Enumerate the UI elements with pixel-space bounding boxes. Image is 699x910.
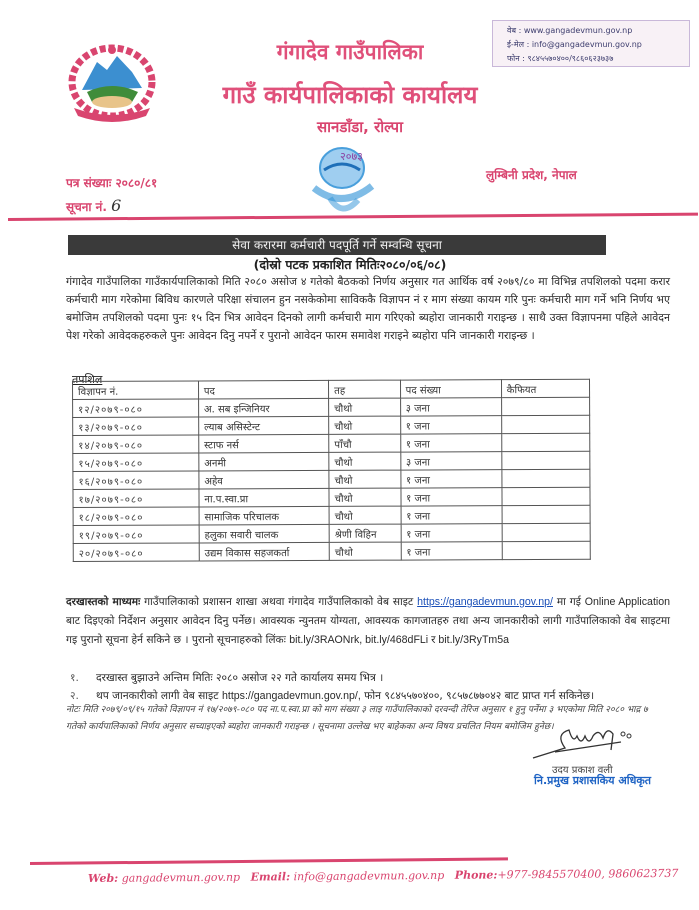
- level-cell: श्रेणी विहिन: [329, 524, 401, 542]
- notice-value: 6: [111, 196, 122, 215]
- level-cell: चौथो: [329, 398, 401, 416]
- publication-date: (दोस्रो पटक प्रकाशित मितिः२०८०/०६/०८): [253, 257, 447, 272]
- ref-label: पत्र संख्याः: [66, 176, 112, 190]
- level-cell: पाँचौ: [329, 434, 401, 452]
- col-remarks: कैफियत: [501, 379, 589, 397]
- table-header-row: [73, 379, 590, 399]
- phone-number: ९८४५५७०४००/९८६०६२३७३७: [527, 54, 614, 63]
- table-caption: तपशिल: [72, 373, 103, 386]
- contact-phone-row: फोन : ९८४५५७०४००/९८६०६२३७३७: [507, 54, 614, 63]
- position-cell: अनमी: [199, 452, 329, 471]
- contact-box: [492, 20, 690, 67]
- count-cell: १ जना: [401, 506, 502, 524]
- office-location: सानडाँडा, रोल्पा: [317, 118, 403, 136]
- office-name: गाउँ कार्यपालिकाको कार्यालय: [222, 81, 478, 109]
- deadline-text: दरखास्त बुझाउने अन्तिम मितिः २०८० असोज २२ गते कार्यालय समय भित्र ।: [96, 672, 384, 684]
- table-row: [73, 415, 590, 435]
- table-row: [73, 469, 590, 489]
- col-ad-no: विज्ञापन नं.: [73, 381, 199, 400]
- remarks-cell: [502, 541, 590, 559]
- count-cell: १ जना: [401, 488, 502, 506]
- list-item: [70, 669, 670, 687]
- footer-divider: [30, 857, 508, 865]
- note: नोटः मिति २०७९/०९/१५ गतेको विज्ञापन नं १७/२०७९-०८० पद ना.प.स्वा.प्रा को माग संख्या ३ लाइ गाउँपालिकाको दरवन्दी तेरिज अनुसार १ हुनु पर्नेमा ३ भएकोमा मिति २०८० भाद्र ७ गतेको कार्यपालिकाको निर्णय अनुसार सच्याइएको ब्यहोरा जानकारी गराइन्छ । सूचनामा उल्लेख भए बाहेकका अन्य विषय प्रचलित नियम बमोजिम हुनेछ।: [66, 705, 648, 732]
- more-info-text: थप जानकारीको लागी वेब साइट: [96, 690, 219, 702]
- website-link[interactable]: https://gangadevmun.gov.np/: [417, 596, 553, 608]
- ref-value: २०८०/८१: [115, 176, 158, 190]
- level-cell: चौथो: [329, 542, 401, 560]
- count-cell: ३ जना: [400, 398, 501, 416]
- ad-number-cell: १६/२०७९-०८०: [73, 471, 199, 490]
- signer-name: उदय प्रकाश वली: [552, 765, 613, 776]
- email-link[interactable]: info@gangadevmun.gov.np: [531, 40, 642, 49]
- position-cell: अ. सब इन्जिनियर: [198, 398, 328, 417]
- application-info: [66, 593, 670, 650]
- count-cell: ३ जना: [400, 452, 501, 470]
- ad-number-cell: १९/२०७९-०८०: [73, 525, 199, 544]
- footer-email-label: Email:: [250, 870, 291, 884]
- remarks-cell: [502, 523, 590, 541]
- remarks-cell: [501, 397, 589, 415]
- count-cell: १ जना: [400, 434, 501, 452]
- footer-web-label: Web:: [87, 871, 119, 885]
- remarks-cell: [502, 451, 590, 469]
- web-link[interactable]: www.gangadevmun.gov.np: [523, 26, 633, 35]
- nepal-emblem-logo: [62, 40, 162, 122]
- remarks-cell: [501, 415, 589, 433]
- position-cell: अहेव: [199, 470, 329, 489]
- more-info-link[interactable]: https://gangadevmun.gov.np/,: [221, 690, 361, 702]
- count-cell: १ जना: [401, 524, 502, 542]
- ad-number-cell: १४/२०७९-०८०: [73, 435, 199, 454]
- remarks-cell: [502, 469, 590, 487]
- ad-number-cell: २०/२०७९-०८०: [73, 543, 199, 562]
- application-text-2: मा गई: [556, 596, 581, 608]
- phone-label: फोन: [507, 54, 520, 63]
- table-row: [73, 433, 590, 453]
- level-cell: चौथो: [329, 416, 401, 434]
- count-cell: १ जना: [400, 470, 501, 488]
- footer-contacts: [87, 866, 679, 885]
- email-label: ई-मेल: [507, 40, 525, 49]
- footer-web[interactable]: gangadevmun.gov.np: [121, 870, 241, 885]
- position-cell: ना.प.स्वा.प्रा: [199, 488, 329, 507]
- table-row: [73, 505, 590, 525]
- level-cell: चौथो: [329, 506, 401, 524]
- footer-email[interactable]: info@gangadevmun.gov.np: [293, 868, 445, 884]
- org-name: गंगादेव गाउँपालिका: [276, 40, 424, 64]
- position-cell: सामाजिक परिचालक: [199, 506, 329, 525]
- remarks-cell: [502, 505, 590, 523]
- position-cell: स्टाफ नर्स: [199, 434, 329, 453]
- province: लुम्बिनी प्रदेश, नेपाल: [486, 168, 577, 182]
- web-label: वेब: [507, 26, 517, 35]
- col-count: पद संख्या: [400, 380, 501, 398]
- application-text-3: बाट दिइएको निर्देशन अनुसार आवेदन दिनु पर्नेछ। आवस्यक न्युनतम योग्यता, आवस्यक कागजातहरु तथा अन्य जानकारीको लागी गाउँपालिकाको वेब साइटमा गइ पुरानो सूचना हेर्न सकिने छ । पुरानो सूचनाहरुको लिंकः: [66, 615, 670, 646]
- ad-number-cell: १३/२०७९-०८०: [73, 417, 199, 436]
- remarks-cell: [501, 433, 589, 451]
- notice-number: [66, 196, 121, 215]
- count-cell: १ जना: [400, 416, 501, 434]
- list-marker: १.: [70, 672, 79, 684]
- remarks-cell: [502, 487, 590, 505]
- ad-number-cell: १५/२०७९-०८०: [73, 453, 199, 472]
- notice-banner: सेवा करारमा कर्मचारी पदपूर्ति गर्ने सम्वन्धि सूचना: [68, 235, 606, 255]
- signer-title: नि.प्रमुख प्रशासकिय अधिकृत: [534, 774, 652, 787]
- footer-phone: +977-9845570400, 9860623737: [497, 866, 679, 882]
- contact-web-row: वेब : www.gangadevmun.gov.np: [507, 26, 633, 35]
- level-cell: चौथो: [329, 470, 401, 488]
- table-row: [73, 541, 590, 561]
- application-text-1: गाउँपालिकाको प्रशासन शाखा अथवा गंगादेव गाउँपालिकाको वेब साइट: [144, 596, 414, 608]
- reference-number: [66, 174, 157, 191]
- notice-label: सूचना नं.: [66, 200, 107, 214]
- position-cell: हलुका सवारी चालक: [199, 524, 329, 543]
- position-cell: उद्यम विकास सहजकर्ता: [199, 542, 329, 561]
- ad-number-cell: १७/२०७९-०८०: [73, 489, 199, 508]
- footer-phone-label: Phone:: [454, 868, 498, 882]
- application-lead: दरखास्तको माध्यमः: [66, 596, 141, 608]
- office-stamp: [300, 140, 385, 225]
- table-row: [73, 487, 590, 507]
- list-marker: २.: [70, 690, 79, 702]
- signature-image: [525, 724, 645, 764]
- online-application-text: Online Application: [584, 596, 671, 608]
- ad-number-cell: १८/२०७९-०८०: [73, 507, 199, 526]
- more-info-phone: फोन ९८४५५७०४००, ९८५७८७७०४२ बाट प्राप्त गर्न सकिनेछ।: [364, 690, 595, 702]
- count-cell: १ जना: [401, 542, 502, 560]
- level-cell: चौथो: [329, 488, 401, 506]
- stamp-year: २०७३: [340, 150, 363, 163]
- col-position: पद: [198, 380, 328, 399]
- level-cell: चौथो: [329, 452, 401, 470]
- col-level: तह: [329, 380, 401, 398]
- table-row: [73, 451, 590, 471]
- old-notice-links[interactable]: bit.ly/3RAONrk, bit.ly/468dFLi र bit.ly/3RyTm5a: [289, 634, 510, 646]
- vacancy-table: [72, 379, 591, 562]
- position-cell: ल्याब असिस्टेन्ट: [199, 416, 329, 435]
- points-list: [70, 669, 670, 705]
- table-row: [73, 523, 590, 543]
- table-row: [73, 397, 590, 417]
- ad-number-cell: १२/२०७९-०८०: [73, 399, 199, 418]
- contact-email-row: ई-मेल : info@gangadevmun.gov.np: [507, 40, 642, 49]
- notice-body: गंगादेव गाउँपालिका गाउँकार्यपालिकाको मिति २०८० असोज ४ गतेको बैठकको निर्णय अनुसार गत आर्थिक वर्ष २०७९/८० मा विभिन्न तपशिलको पदमा करार कर्मचारी माग गरेकोमा बिविध कारणले परिक्षा संचालन हुन नसकेकोमा साविककै विज्ञापन नं र माग संख्या कायम गरि पुनः कर्मचारी माग गर्ने भनि निर्णय भए बमोजिम तपशिलको पदमा पुनः १५ दिन भित्र आवेदन दिनको लागी कर्मचारी माग गरिएको ब्यहोरा जानकारी गराइन्छ । साथै उक्त विज्ञापनमा पहिले आवेदन पेश गरेको आवेदकहरुकले पुनः आवेदन दिनु नपर्ने र पुरानो आवेदन फारम समावेश गराइने ब्यहोरा पनि जानकारी गराइन्छ ।: [66, 275, 670, 342]
